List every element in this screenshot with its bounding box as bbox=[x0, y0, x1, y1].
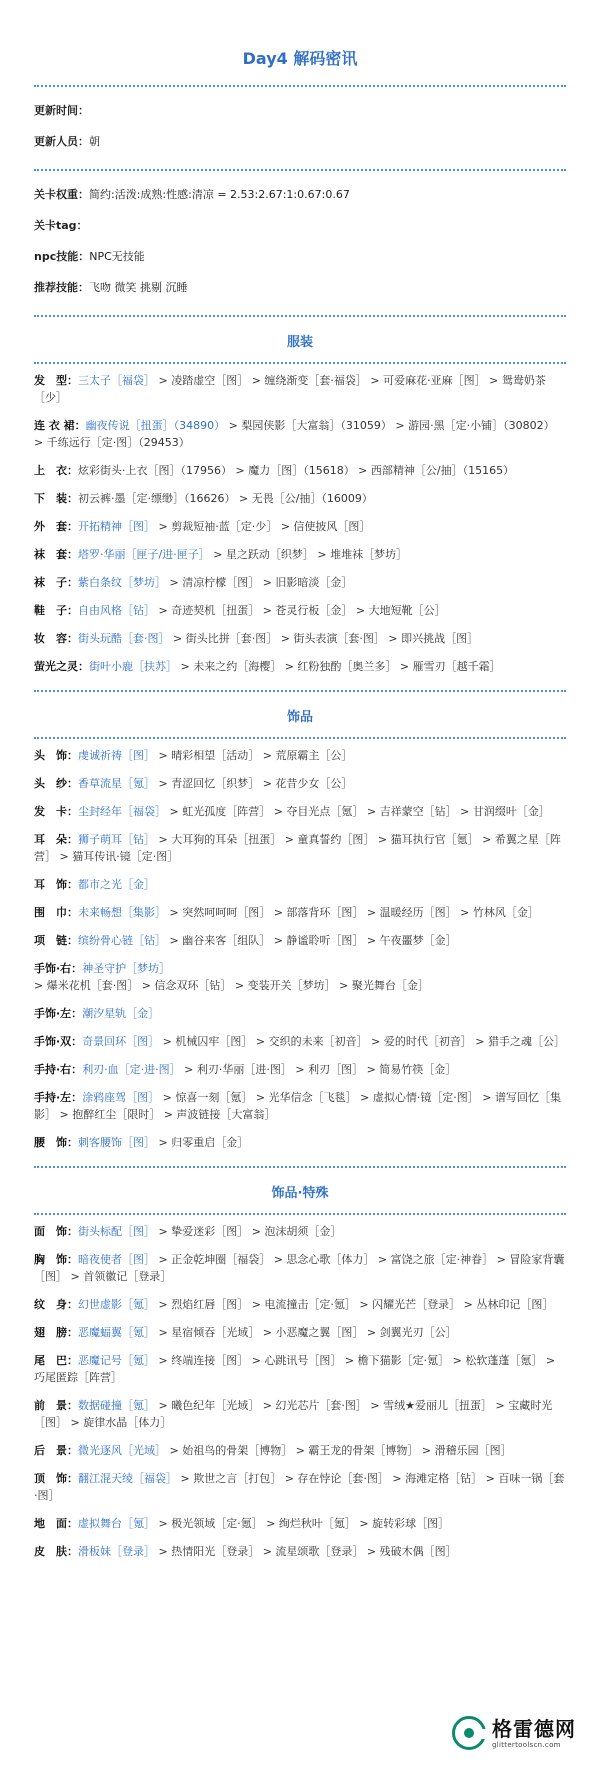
item-label: 前 景： bbox=[34, 1399, 78, 1412]
watermark-sub: glittertoolscn.com bbox=[492, 1741, 561, 1749]
section-title: 服装 bbox=[286, 335, 313, 350]
info-value: 简约:活泼:成熟:性感:清凉 = 2.53:2.67:1:0.67:0.67 bbox=[89, 188, 350, 201]
item-alternatives: > 凌踏虚空［图］ > 缠绕渐变［套·福袋］ > 可爱麻花·亚麻［图］ > 鸳鸯奶茶［少］ bbox=[34, 374, 546, 404]
item-label: 手持·左： bbox=[34, 1091, 83, 1104]
sections-container bbox=[0, 315, 600, 1575]
item-best-pick: 缤纷骨心链［钻］ bbox=[78, 934, 166, 947]
item-best-pick: 街叶小鹿［扶苏］ bbox=[89, 660, 177, 673]
list-item bbox=[34, 1470, 566, 1504]
item-label: 妆 容： bbox=[34, 632, 78, 645]
item-best-pick: 刺客腰饰［图］ bbox=[78, 1136, 155, 1149]
info-recommended-skills bbox=[34, 280, 566, 295]
page-title: Day4 解码密讯 bbox=[242, 49, 358, 68]
item-alternatives: > 利刃·华丽［进·图］ > 利刃［图］ > 简易竹筷［金］ bbox=[180, 1063, 457, 1076]
item-best-pick: 利刃·血［定·进·图］ bbox=[82, 1063, 181, 1076]
list-item bbox=[34, 546, 566, 563]
item-best-pick: 暗夜使者［图］ bbox=[78, 1253, 155, 1266]
item-best-pick: 香草流星［氪］ bbox=[78, 777, 155, 790]
list-item bbox=[34, 518, 566, 535]
item-label: 手持·右： bbox=[34, 1063, 83, 1076]
item-label: 胸 饰： bbox=[34, 1253, 78, 1266]
item-alternatives: > 晴彩相望［活动］ > 荒原霸主［公］ bbox=[155, 749, 353, 762]
list-item bbox=[34, 803, 566, 820]
item-alternatives: > 大耳狗的耳朵［扭蛋］ > 童真誓约［图］ > 猫耳执行官［氪］ > 希翼之星［阵营］ > 猫耳传讯·镜［定·图］ bbox=[34, 833, 561, 863]
info-label: 关卡权重： bbox=[34, 188, 89, 201]
item-alternatives: > 青涩回忆［织梦］ > 花昔少女［公］ bbox=[155, 777, 353, 790]
item-alternatives: > 归零重启［金］ bbox=[155, 1136, 249, 1149]
list-item bbox=[34, 904, 566, 921]
item-alternatives: 初云裤·墨［定·缥缈］（16626） > 无畏［公/抽］（16009） bbox=[78, 492, 373, 505]
watermark-text bbox=[492, 1717, 576, 1749]
list-item bbox=[34, 1543, 566, 1560]
item-best-pick: 神圣守护［梦坊］ bbox=[82, 962, 171, 975]
item-list bbox=[0, 739, 600, 1166]
info-level-weight bbox=[34, 187, 566, 202]
list-item bbox=[34, 1033, 566, 1050]
item-label: 上 衣： bbox=[34, 464, 78, 477]
list-item bbox=[34, 1134, 566, 1151]
list-item bbox=[34, 1324, 566, 1341]
watermark-main: 格雷德网 bbox=[492, 1717, 576, 1741]
item-label: 手饰·右： bbox=[34, 962, 83, 975]
item-best-pick: 潮汐星轨［金］ bbox=[82, 1007, 160, 1020]
item-alternatives: > 突然呵呵呵［图］ > 部落背环［图］ > 温暖经历［图］ > 竹林风［金］ bbox=[166, 906, 539, 919]
item-label: 发 卡： bbox=[34, 805, 78, 818]
info-npc-skill bbox=[34, 249, 566, 264]
item-best-pick: 都市之光［金］ bbox=[78, 878, 155, 891]
item-label: 萤光之灵： bbox=[34, 660, 89, 673]
list-item bbox=[34, 462, 566, 479]
item-alternatives: > 未来之约［海樱］ > 红粉独酌［奥兰多］ > 雁雪刃［越千霜］ bbox=[177, 660, 501, 673]
item-label: 翅 膀： bbox=[34, 1326, 78, 1339]
item-label: 袜 子： bbox=[34, 576, 78, 589]
watermark-logo-icon bbox=[452, 1716, 486, 1750]
item-best-pick: 幻世虚影［氪］ bbox=[78, 1298, 155, 1311]
item-alternatives: > 极光领域［定·氪］ > 绚烂秋叶［氪］ > 旋转彩球［图］ bbox=[155, 1517, 450, 1530]
item-alternatives: > 剪裁短袖·蓝［定·少］ > 信使披风［图］ bbox=[155, 520, 371, 533]
item-list bbox=[0, 364, 600, 690]
item-alternatives: > 爆米花机［套·图］ > 信念双环［钻］ > 变装开关［梦坊］ > 聚光舞台［金］ bbox=[34, 979, 429, 992]
item-label: 腰 饰： bbox=[34, 1136, 78, 1149]
list-item bbox=[34, 1515, 566, 1532]
item-alternatives: > 终端连接［图］ > 心跳讯号［图］ > 檐下猫影［定·氪］ > 松软蓬蓬［氪］ > 巧尾匿踪［阵营］ bbox=[34, 1354, 556, 1384]
item-label: 耳 朵： bbox=[34, 833, 78, 846]
info-update-time bbox=[34, 103, 566, 118]
item-best-pick: 微光逐风［光域］ bbox=[78, 1444, 166, 1457]
list-item bbox=[34, 932, 566, 949]
item-best-pick: 恶魔蝠翼［氪］ bbox=[78, 1326, 155, 1339]
list-item bbox=[34, 490, 566, 507]
item-alternatives: 炫彩街头·上衣［图］（17956） > 魔力［图］（15618） > 西部精神［公/抽］（15165） bbox=[78, 464, 515, 477]
item-label: 面 饰： bbox=[34, 1225, 78, 1238]
section-title: 饰品·特殊 bbox=[271, 1186, 329, 1201]
item-best-pick: 虔诚祈祷［图］ bbox=[78, 749, 155, 762]
item-alternatives: > 虹光孤度［阵营］ > 夺目光点［氪］ > 吉祥蒙空［钻］ > 甘润缀叶［金］ bbox=[166, 805, 550, 818]
list-item bbox=[34, 1442, 566, 1459]
info-label: 更新人员： bbox=[34, 135, 89, 148]
item-alternatives: > 机械囚牢［图］ > 交织的未来［初音］ > 爱的时代［初音］ > 猎手之魂［公］ bbox=[159, 1035, 566, 1048]
item-best-pick: 数据碰撞［氪］ bbox=[78, 1399, 155, 1412]
item-best-pick: 尘封经年［福袋］ bbox=[78, 805, 166, 818]
info-label: npc技能： bbox=[34, 250, 90, 263]
divider bbox=[34, 690, 566, 692]
item-label: 耳 饰： bbox=[34, 878, 78, 891]
item-label: 围 巾： bbox=[34, 906, 78, 919]
info-value: 飞吻 微笑 挑剔 沉睡 bbox=[89, 281, 188, 294]
item-best-pick: 三太子［福袋］ bbox=[78, 374, 155, 387]
list-item bbox=[34, 960, 566, 994]
info-level-tag bbox=[34, 218, 566, 233]
item-alternatives: > 热情阳光［登录］ > 流星颂歌［登录］ > 残破木偶［图］ bbox=[155, 1545, 457, 1558]
item-label: 手饰·双： bbox=[34, 1035, 83, 1048]
item-alternatives: > 烈焰红唇［图］ > 电流撞击［定·氪］ > 闪耀光芒［登录］ > 丛林印记［图］ bbox=[155, 1298, 554, 1311]
item-label: 纹 身： bbox=[34, 1298, 78, 1311]
item-alternatives: > 惊喜一刻［氪］ > 光华信念［飞毯］ > 虚拟心情·镜［定·图］ > 谱写回忆［集影］ > 抱醉红尘［限时］ > 声波链接［大富翁］ bbox=[34, 1091, 562, 1121]
item-best-pick: 狮子萌耳［钻］ bbox=[78, 833, 155, 846]
item-alternatives: > 星宿倾吞［光域］ > 小恶魔之翼［图］ > 剑翼光刃［公］ bbox=[155, 1326, 457, 1339]
list-item bbox=[34, 1251, 566, 1285]
item-label: 地 面： bbox=[34, 1517, 78, 1530]
item-best-pick: 幽夜传说［扭蛋］（34890） bbox=[85, 419, 226, 432]
list-item bbox=[34, 831, 566, 865]
item-alternatives: > 梨园侠影［大富翁］（31059） > 游园·黑［定·小铺］（30802） > 千练远行［定·图］（29453） bbox=[34, 419, 555, 449]
item-label: 袜 套： bbox=[34, 548, 78, 561]
info-block bbox=[0, 87, 600, 169]
item-alternatives: > 欺世之言［打包］ > 存在悖论［套·图］ > 海滩定格［钻］ > 百味一锅［套·图］ bbox=[34, 1472, 565, 1502]
item-best-pick: 涂鸦座驾［图］ bbox=[82, 1091, 160, 1104]
info-label: 更新时间： bbox=[34, 104, 89, 117]
item-label: 尾 巴： bbox=[34, 1354, 78, 1367]
list-item bbox=[34, 1223, 566, 1240]
item-alternatives: > 幽谷来客［组队］ > 静谧聆听［图］ > 午夜噩梦［金］ bbox=[166, 934, 457, 947]
item-label: 头 纱： bbox=[34, 777, 78, 790]
list-item bbox=[34, 1005, 566, 1022]
item-best-pick: 开拓精神［图］ bbox=[78, 520, 155, 533]
info-label: 推荐技能： bbox=[34, 281, 89, 294]
watermark bbox=[452, 1711, 592, 1755]
item-alternatives: > 清凉柠檬［图］ > 旧影暗淡［金］ bbox=[166, 576, 353, 589]
item-label: 顶 饰： bbox=[34, 1472, 78, 1485]
item-alternatives: > 星之跃动［织梦］ > 堆堆袜［梦坊］ bbox=[209, 548, 408, 561]
item-alternatives: > 奇迹契机［扭蛋］ > 苍灵行板［金］ > 大地短靴［公］ bbox=[155, 604, 446, 617]
item-list bbox=[0, 1215, 600, 1575]
list-item bbox=[34, 372, 566, 406]
item-label: 下 装： bbox=[34, 492, 78, 505]
info-updater bbox=[34, 134, 566, 149]
item-label: 后 景： bbox=[34, 1444, 78, 1457]
item-alternatives: > 街头比拼［套·图］ > 街头表演［套·图］ > 即兴挑战［图］ bbox=[169, 632, 479, 645]
list-item bbox=[34, 1397, 566, 1431]
list-item bbox=[34, 417, 566, 451]
info-value: 朝 bbox=[89, 135, 100, 148]
item-best-pick: 街头标配［图］ bbox=[78, 1225, 155, 1238]
item-best-pick: 自由风格［钻］ bbox=[78, 604, 155, 617]
item-label: 鞋 子： bbox=[34, 604, 78, 617]
list-item bbox=[34, 1352, 566, 1386]
list-item bbox=[34, 574, 566, 591]
item-best-pick: 滑板妹［登录］ bbox=[78, 1545, 155, 1558]
item-best-pick: 恶魔记号［氪］ bbox=[78, 1354, 155, 1367]
item-alternatives: > 曦色纪年［光域］ > 幻光芯片［套·图］ > 雪绒★爱丽儿［扭蛋］ > 宝藏时光［图］ > 旋律水晶［体力］ bbox=[34, 1399, 553, 1429]
item-best-pick: 奇景回环［图］ bbox=[82, 1035, 160, 1048]
list-item bbox=[34, 775, 566, 792]
item-best-pick: 紫白条纹［梦坊］ bbox=[78, 576, 166, 589]
item-label: 连 衣 裙： bbox=[34, 419, 86, 432]
item-alternatives: > 正金乾坤圈［福袋］ > 思念心歌［体力］ > 富饶之旅［定·神眷］ > 冒险家背囊［图］ > 首领徽记［登录］ bbox=[34, 1253, 565, 1283]
info-value: NPC无技能 bbox=[89, 250, 145, 263]
divider bbox=[34, 315, 566, 317]
list-item bbox=[34, 876, 566, 893]
item-best-pick: 翻江混天绫［福袋］ bbox=[78, 1472, 177, 1485]
item-best-pick: 虚拟舞台［氪］ bbox=[78, 1517, 155, 1530]
level-info-block bbox=[0, 171, 600, 315]
section-title: 饰品 bbox=[286, 710, 313, 725]
item-alternatives: > 挚爱迷彩［图］ > 泡沫胡须［金］ bbox=[155, 1225, 342, 1238]
item-label: 项 链： bbox=[34, 934, 78, 947]
info-label: 关卡tag： bbox=[34, 219, 88, 232]
list-item bbox=[34, 1089, 566, 1123]
item-label: 外 套： bbox=[34, 520, 78, 533]
item-label: 手饰·左： bbox=[34, 1007, 83, 1020]
item-best-pick: 街头玩酷［套·图］ bbox=[78, 632, 170, 645]
item-alternatives: > 始祖鸟的骨架［博物］ > 霸王龙的骨架［博物］ > 滑稽乐园［图］ bbox=[166, 1444, 512, 1457]
item-label: 发 型： bbox=[34, 374, 78, 387]
item-best-pick: 塔罗·华丽［匣子/进·匣子］ bbox=[78, 548, 210, 561]
list-item bbox=[34, 1061, 566, 1078]
item-label: 头 饰： bbox=[34, 749, 78, 762]
divider bbox=[34, 1166, 566, 1168]
item-label: 皮 肤： bbox=[34, 1545, 78, 1558]
item-best-pick: 未来畅想［集影］ bbox=[78, 906, 166, 919]
list-item bbox=[34, 747, 566, 764]
list-item bbox=[34, 630, 566, 647]
list-item bbox=[34, 602, 566, 619]
list-item bbox=[34, 1296, 566, 1313]
list-item bbox=[34, 658, 566, 675]
